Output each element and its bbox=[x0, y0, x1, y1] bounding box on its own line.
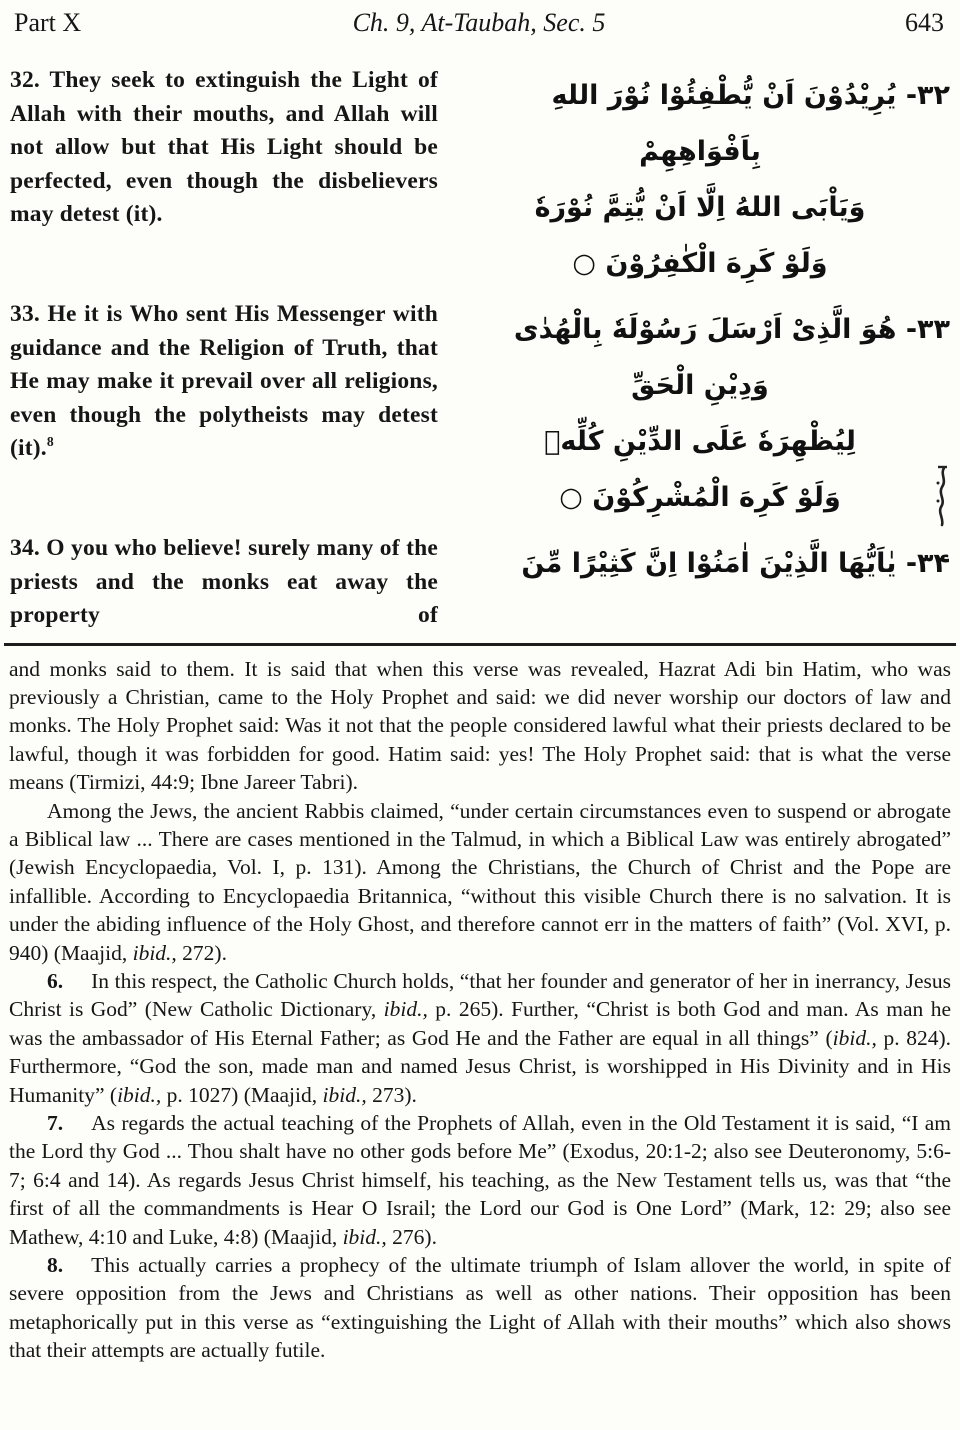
verse-33-english bbox=[10, 298, 438, 526]
verse-34-english bbox=[10, 532, 438, 633]
chapter-title: Ch. 9, At-Taubah, Sec. 5 bbox=[352, 8, 606, 37]
footnote-paragraph bbox=[9, 1251, 951, 1365]
footnote-number: 6. bbox=[47, 968, 64, 993]
verse-32-arabic-line: وَيَاْبَى اللهُ اِلَّا اَنْ يُّتِمَّ نُوْرَهٗ bbox=[534, 192, 866, 223]
verse-33-arabic-line: لِيُظْهِرَهٗ عَلَى الدِّيْنِ كُلِّهٖ bbox=[544, 426, 856, 457]
footnote-text: Among the Jews, the ancient Rabbis claimed, “under certain circumstances even to suspend or abrogate a Biblical law ... There are cases mentioned in the Talmud, in which a Biblical Law was entirely abrogated” (Jewish Encyclopaedia, Vol. I, p. 131). Among the Christians, the Church of Christ and the Pope are infallible. According to Encyclopaedia Britannica, “without this visible Church there is no salvation. It is under the abiding influence of the Holy Ghost, and therefore cannot err in the matters of faith” (Vol. XVI, p. 940) (Maajid, ibid., 272). bbox=[9, 798, 951, 965]
verse-32-arabic bbox=[450, 64, 950, 292]
part-label: Part X bbox=[14, 8, 82, 37]
verse-33-arabic-line: وَلَوْ كَرِهَ الْمُشْرِكُوْنَ ○ bbox=[559, 482, 841, 513]
verse-32-row bbox=[10, 64, 950, 292]
verse-32-arabic-line: بِاَفْوَاهِهِمْ bbox=[639, 136, 761, 167]
footnote-text: and monks said to them. It is said that when this verse was revealed, Hazrat Adi bin Hatim, who was previously a Christian, came to the Holy Prophet and said: we did never worship our doctors of law and monks. The Holy Prophet said: Was it not that the people considered lawful what their priests declared to be lawful, though it was forbidden for good. Hatim said: yes! The Holy Prophet said: that is what the verse means (Tirmizi, 44:9; Ibne Jareer Tabri). bbox=[9, 656, 951, 795]
page-header bbox=[0, 0, 960, 38]
verse-34-row bbox=[10, 532, 950, 633]
verse-34-arabic-line: ۳۴- يٰاَيُّهَا الَّذِيْنَ اٰمَنُوْا اِنَّ كَثِيْرًا مِّنَ bbox=[521, 548, 950, 579]
verse-33-arabic bbox=[450, 298, 950, 526]
verse-32-arabic-line: ۳۲- يُرِيْدُوْنَ اَنْ يُّطْفِئُوْا نُوْرَ اللهِ bbox=[551, 80, 950, 111]
footnote-text: As regards the actual teaching of the Prophets of Allah, even in the Old Testament it is said, “I am the Lord thy God ... Thou shalt have no other gods before Me” (Exodus, 20:1-2; also see Deuteronomy, 5:6-7; 6:4 and 14). As regards Jesus Christ himself, his teaching, as the New Testament tells us, was that “the first of all the commandments is Hear O Israil; the Lord our God is One Lord” (Mark, 12: 29; also see Mathew, 4:10 and Luke, 4:8) (Maajid, ibid., 276). bbox=[9, 1111, 951, 1249]
footnote-number: 7. bbox=[47, 1111, 64, 1135]
verse-34-arabic bbox=[450, 532, 950, 633]
section-divider bbox=[4, 643, 956, 646]
verse-33-arabic-line: وَدِيْنِ الْحَقِّ bbox=[631, 370, 769, 401]
verse-33-footnote-ref: 8 bbox=[46, 434, 54, 450]
verse-33-arabic-line: ۳۳- هُوَ الَّذِىْ اَرْسَلَ رَسُوْلَهٗ بِالْهُدٰى bbox=[513, 314, 950, 345]
verse-33-row bbox=[10, 298, 950, 526]
ruku-mark-glyph bbox=[934, 464, 950, 530]
footnote-paragraph bbox=[9, 1109, 951, 1251]
footnote-paragraph bbox=[9, 655, 951, 797]
verse-33-english-text: 33. He it is Who sent His Messenger with guidance and the Religion of Truth, that He may make it prevail over all religions, even though the polytheists may detest (it). bbox=[10, 301, 438, 461]
footnote-number: 8. bbox=[47, 1253, 64, 1278]
footnote-text: This actually carries a prophecy of the ultimate triumph of Islam allover the world, in spite of severe opposition from the Jews and Christians as well as other nations. Their opposition has been metaphorically put in this verse as “extinguishing the Light of Allah with their mouths” which also shows that their attempts are actually futile. bbox=[9, 1253, 951, 1363]
ruku-margin-mark bbox=[934, 464, 950, 530]
footnotes-section bbox=[0, 655, 960, 1365]
verses-section bbox=[0, 64, 960, 633]
verse-32-english bbox=[10, 64, 438, 292]
verse-32-arabic-line: وَلَوْ كَرِهَ الْكٰفِرُوْنَ ○ bbox=[572, 248, 828, 279]
footnote-paragraph bbox=[9, 967, 951, 1109]
verse-34-english-text: 34. O you who believe! surely many of the priests and the monks eat away the property of bbox=[10, 535, 438, 628]
footnote-paragraph bbox=[9, 797, 951, 967]
page-number: 643 bbox=[905, 8, 944, 37]
verse-32-english-text: 32. They seek to extinguish the Light of Allah with their mouths, and Allah will not allow but that His Light should be perfected, even though the disbelievers may detest (it). bbox=[10, 67, 438, 227]
footnote-text: In this respect, the Catholic Church holds, “that her founder and generator of her in inerrancy, Jesus Christ is God” (New Catholic Dictionary, ibid., p. 265). Further, “Christ is both God and man. As man he was the ambassador of His Eternal Father; as God He and the Father are equal in all things” (ibid., p. 824). Furthermore, “God the son, made man and named Jesus Christ, is worshipped in His Divinity and in His Humanity” (ibid., p. 1027) (Maajid, ibid., 273). bbox=[9, 968, 951, 1107]
